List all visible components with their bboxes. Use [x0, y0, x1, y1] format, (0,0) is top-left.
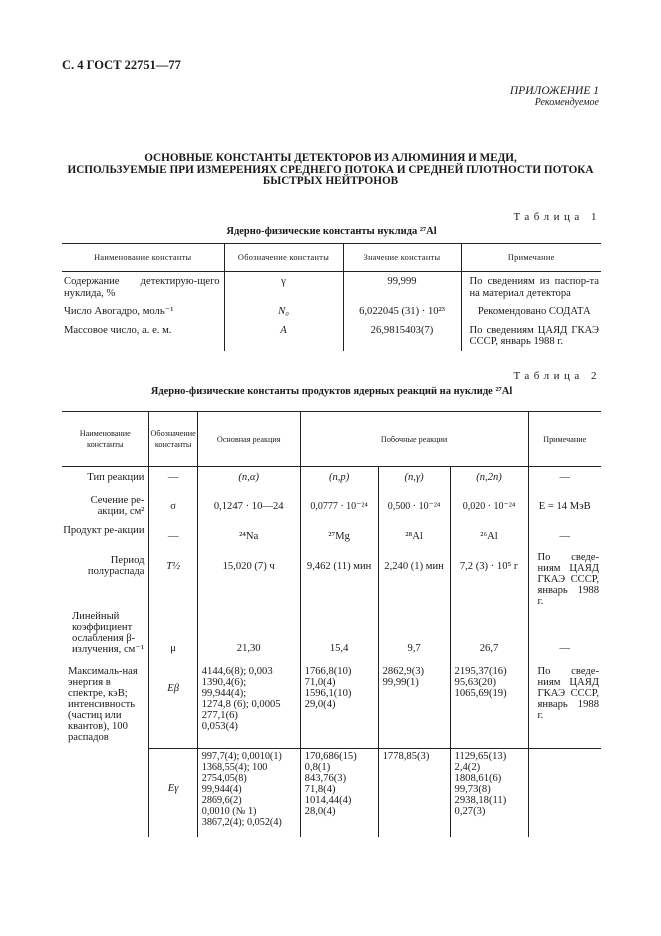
table-cell: A: [224, 321, 343, 351]
table-cell: Eβ: [149, 661, 197, 749]
table-cell: —: [149, 519, 197, 549]
table-cell: (n,γ): [378, 467, 450, 489]
table-cell: 4144,6(8); 0,003 1390,4(6); 99,944(4); 1274,8 (6); 0,0005 277,1(6) 0,053(4): [197, 661, 300, 749]
table-cell: 2,240 (1) мин: [378, 549, 450, 607]
table-row: [62, 302, 601, 321]
table-row: [62, 489, 601, 519]
table1-header: Обозначение константы: [224, 244, 343, 272]
table-cell: 15,020 (7) ч: [197, 549, 300, 607]
title-line-2: ИСПОЛЬЗУЕМЫЕ ПРИ ИЗМЕРЕНИЯХ СРЕДНЕГО ПОТОКА И СРЕДНЕЙ ПЛОТНОСТИ ПОТОКА: [67, 163, 594, 176]
table-cell: 1766,8(10) 71,0(4) 1596,1(10) 29,0(4): [300, 661, 378, 749]
table-row: [62, 661, 601, 749]
table2-header: Наименование константы: [62, 412, 149, 467]
table-row: [62, 749, 601, 837]
table-cell: [62, 749, 149, 837]
table-cell: 0,500 · 10⁻²⁴: [378, 489, 450, 519]
table2-label: Таблица 2: [513, 370, 601, 382]
table-cell: 1129,65(13) 2,4(2) 1808,61(6) 99,73(8) 2938,18(11) 0,27(3): [450, 749, 528, 837]
table-cell: Линейный коэффициент ослабления β-излучения, см⁻¹: [72, 610, 145, 655]
table-cell: (n,α): [197, 467, 300, 489]
table-cell: Массовое число, а. е. м.: [64, 324, 172, 336]
table-cell: 26,7: [450, 607, 528, 661]
table-row: [62, 519, 601, 549]
table-cell: По сведениям из паспор-та на материал детектора: [461, 272, 601, 303]
appendix-block: [510, 86, 599, 108]
table-cell: 99,999: [343, 272, 461, 303]
appendix-status: Рекомендуемое: [534, 97, 599, 108]
title-line-3: БЫСТРЫХ НЕЙТРОНОВ: [262, 175, 399, 187]
table2: [62, 411, 601, 837]
table-cell: E = 14 МэВ: [528, 489, 601, 519]
table-row: [62, 321, 601, 351]
table-cell: —: [528, 519, 601, 549]
table-cell: Период полураспада: [87, 554, 145, 577]
table-row: [62, 272, 601, 303]
table-cell: 0,1247 · 10—24: [197, 489, 300, 519]
appendix-title: ПРИЛОЖЕНИЕ 1: [509, 85, 599, 97]
table-cell: 26,9815403(7): [343, 321, 461, 351]
table2-header: Основная реакция: [197, 412, 300, 467]
table-cell: По сведе-ниям ЦАЯД ГКАЭ СССР, январь 1988 г.: [528, 549, 601, 607]
table2-header: Побочные реакции: [300, 412, 528, 467]
table-cell: ²⁸Al: [378, 519, 450, 549]
table-cell: 2862,9(3) 99,99(1): [378, 661, 450, 749]
document-title: [40, 153, 621, 188]
table-cell: Eγ: [149, 749, 197, 837]
table-cell: 1778,85(3): [378, 749, 450, 837]
table-cell: 21,30: [197, 607, 300, 661]
table2-header: Примечание: [528, 412, 601, 467]
page-header: С. 4 ГОСТ 22751—77: [62, 58, 181, 72]
table-row: [62, 549, 601, 607]
table-cell: 15,4: [300, 607, 378, 661]
table-cell: (n,2n): [450, 467, 528, 489]
table-cell: Сечение ре-акции, см²: [90, 494, 145, 517]
table-cell: ²⁴Na: [197, 519, 300, 549]
table1-header: Значение константы: [343, 244, 461, 272]
table-cell: —: [528, 607, 601, 661]
table-cell: ²⁷Mg: [300, 519, 378, 549]
table-cell: μ: [149, 607, 197, 661]
table-cell: (n,p): [300, 467, 378, 489]
table-row: [62, 607, 601, 661]
table2-header: Обозначение константы: [149, 412, 197, 467]
table-cell: σ: [149, 489, 197, 519]
table-cell: 0,0777 · 10⁻²⁴: [300, 489, 378, 519]
table2-caption: Ядерно-физические константы продуктов ядерных реакций на нуклиде ²⁷Al: [150, 386, 513, 397]
table-cell: 6,022045 (31) · 10²³: [343, 302, 461, 321]
table2-header-row: [62, 412, 601, 467]
table-cell: Продукт ре-акции: [63, 524, 145, 536]
table1-caption: Ядерно-физические константы нуклида ²⁷Al: [226, 226, 437, 237]
table-cell: —: [149, 467, 197, 489]
table-cell: 997,7(4); 0,0010(1) 1368,55(4); 100 2754,05(8) 99,944(4) 2869,6(2) 0,0010 (№ 1) 3867,2(4); 0,052(4): [197, 749, 300, 837]
table1: [62, 243, 601, 351]
table-cell: N₀: [224, 302, 343, 321]
table1-header: Наименование константы: [62, 244, 224, 272]
table-cell: Рекомендовано СОДАТА: [461, 302, 601, 321]
title-line-1: ОСНОВНЫЕ КОНСТАНТЫ ДЕТЕКТОРОВ ИЗ АЛЮМИНИЯ И МЕДИ,: [144, 152, 517, 164]
table-cell: 9,462 (11) мин: [300, 549, 378, 607]
table-cell: Содержание детектирую-щего нуклида, %: [64, 276, 220, 299]
table-cell: По сведе-ниям ЦАЯД ГКАЭ СССР, январь 1988 г.: [528, 661, 601, 749]
table-cell: 170,686(15) 0,8(1) 843,76(3) 71,8(4) 1014,44(4) 28,0(4): [300, 749, 378, 837]
table-cell: 9,7: [378, 607, 450, 661]
table1-header-row: [62, 244, 601, 272]
table-cell: 7,2 (3) · 10⁵ г: [450, 549, 528, 607]
table-cell: [528, 749, 601, 837]
table1-label: Таблица 1: [513, 211, 601, 223]
table-cell: ²⁶Al: [450, 519, 528, 549]
table-cell: Число Авогадро, моль⁻¹: [64, 306, 174, 317]
table-cell: —: [528, 467, 601, 489]
table-cell: γ: [224, 272, 343, 303]
table-cell: T½: [149, 549, 197, 607]
table-cell: 0,020 · 10⁻²⁴: [450, 489, 528, 519]
table-row: [62, 467, 601, 489]
table-cell: Тип реакции: [87, 472, 145, 483]
table1-header: Примечание: [461, 244, 601, 272]
table-cell: По сведениям ЦАЯД ГКАЭ СССР, январь 1988 г.: [461, 321, 601, 351]
table-cell: 2195,37(16) 95,63(20) 1065,69(19): [450, 661, 528, 749]
table-cell: Максималь-ная энергия в спектре, кэВ; интенсивность (частиц или квантов), 100 распадов: [68, 665, 138, 743]
